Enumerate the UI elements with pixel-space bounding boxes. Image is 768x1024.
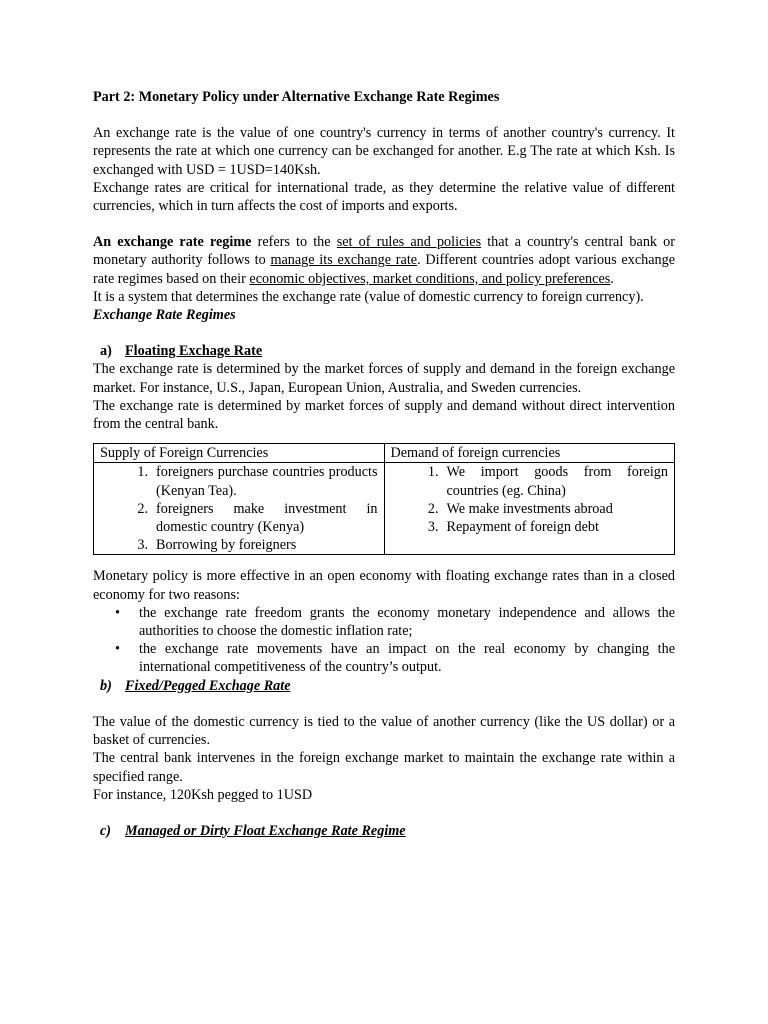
bullet-text: the exchange rate freedom grants the economy monetary independence and allows the authorities to choose the domestic inflation rate; <box>139 604 675 640</box>
list-number: 2. <box>137 500 148 517</box>
table-row <box>94 463 675 555</box>
fixed-paragraph-2: The central bank intervenes in the foreign exchange market to maintain the exchange rate within a specified range. <box>93 750 675 785</box>
document-page <box>93 88 675 840</box>
list-number: 2. <box>427 500 439 517</box>
monetary-bullet-list <box>93 604 675 677</box>
regime-system-paragraph: It is a system that determines the exchange rate (value of domestic currency to foreign currency). <box>93 288 644 305</box>
bullet-text: the exchange rate movements have an impact on the real economy by changing the international competitiveness of the country’s output. <box>139 641 675 676</box>
spacer <box>93 215 675 233</box>
fixed-heading-text: Fixed/Pegged Exchage Rate <box>125 677 291 694</box>
spacer <box>93 695 675 713</box>
fixed-paragraph-3: For instance, 120Ksh pegged to 1USD <box>93 786 313 803</box>
regime-text-3: . Different countries adopt various exchange rate regimes based on their <box>93 252 675 287</box>
underlined-manage: manage its exchange rate <box>270 252 418 269</box>
supply-demand-table <box>93 443 675 555</box>
supply-list <box>100 463 378 554</box>
floating-heading-text: Floating Exchage Rate <box>125 343 263 360</box>
list-text: We make investments abroad <box>446 500 613 517</box>
floating-paragraph-1: The exchange rate is determined by the market forces of supply and demand in the foreign exchange market. For instance, U.S., Japan, European Union, Australia, and Sweden currencies. <box>93 361 675 396</box>
list-item <box>100 536 378 554</box>
floating-mark: a) <box>100 343 112 360</box>
table-header-row <box>94 444 675 463</box>
underlined-rules: set of rules and policies <box>336 234 482 251</box>
regime-text-4: . <box>610 270 614 287</box>
list-number: 3. <box>427 519 439 536</box>
list-text: Borrowing by foreigners <box>156 537 297 554</box>
fixed-mark: b) <box>100 677 112 694</box>
list-number: 1. <box>427 464 439 481</box>
monetary-paragraph: Monetary policy is more effective in an open economy with floating exchange rates than in a closed economy for two reasons: <box>93 568 675 603</box>
fixed-paragraph-1: The value of the domestic currency is tied to the value of another currency (like the US dollar) or a basket of currencies. <box>93 713 675 749</box>
list-item <box>391 518 669 536</box>
intro-paragraph-2: Exchange rates are critical for international trade, as they determine the relative value of different currencies, which in turn affects the cost of imports and exports. <box>93 179 675 215</box>
regime-text-2: that a country's central bank or monetary authority follows to <box>93 234 675 269</box>
list-item <box>93 640 675 676</box>
fixed-heading <box>93 677 675 695</box>
floating-heading <box>93 342 675 360</box>
supply-cell <box>94 463 385 555</box>
floating-paragraph-2: The exchange rate is determined by market forces of supply and demand without direct intervention from the central bank. <box>93 397 675 433</box>
managed-heading-text: Managed or Dirty Float Exchange Rate Regime <box>125 822 406 839</box>
regime-term: An exchange rate regime <box>93 234 252 251</box>
list-item <box>100 463 378 499</box>
list-item <box>391 500 669 518</box>
list-text: foreigners purchase countries products (Kenyan Tea). <box>156 464 378 499</box>
list-number: 1. <box>137 464 148 481</box>
bullet-icon: • <box>115 604 120 621</box>
bullet-icon: • <box>115 641 120 658</box>
demand-list <box>391 463 669 536</box>
underlined-objectives: economic objectives, market conditions, and policy preferences <box>249 270 611 287</box>
page-title: Part 2: Monetary Policy under Alternative Exchange Rate Regimes <box>93 89 500 105</box>
list-item <box>391 463 669 499</box>
list-item <box>100 500 378 536</box>
list-item <box>93 604 675 640</box>
list-text: Repayment of foreign debt <box>446 519 599 536</box>
spacer <box>93 804 675 822</box>
managed-heading <box>93 822 675 840</box>
list-text: foreigners make investment in domestic country (Kenya) <box>156 500 378 536</box>
list-number: 3. <box>137 537 148 554</box>
regimes-subheading: Exchange Rate Regimes <box>93 307 236 324</box>
supply-header: Supply of Foreign Currencies <box>94 444 385 463</box>
list-text: We import goods from foreign countries (eg. China) <box>446 464 668 499</box>
intro-paragraph-1: An exchange rate is the value of one country's currency in terms of another country's currency. It represents the rate at which one currency can be exchanged for another. E.g The rate at which Ksh. Is exchanged with USD = 1USD=140Ksh. <box>93 125 675 178</box>
demand-header: Demand of foreign currencies <box>384 444 675 463</box>
regime-text-1: refers to the <box>251 234 337 251</box>
managed-mark: c) <box>100 822 112 839</box>
regime-definition-paragraph <box>93 233 675 288</box>
spacer <box>93 324 675 342</box>
demand-cell <box>384 463 675 555</box>
